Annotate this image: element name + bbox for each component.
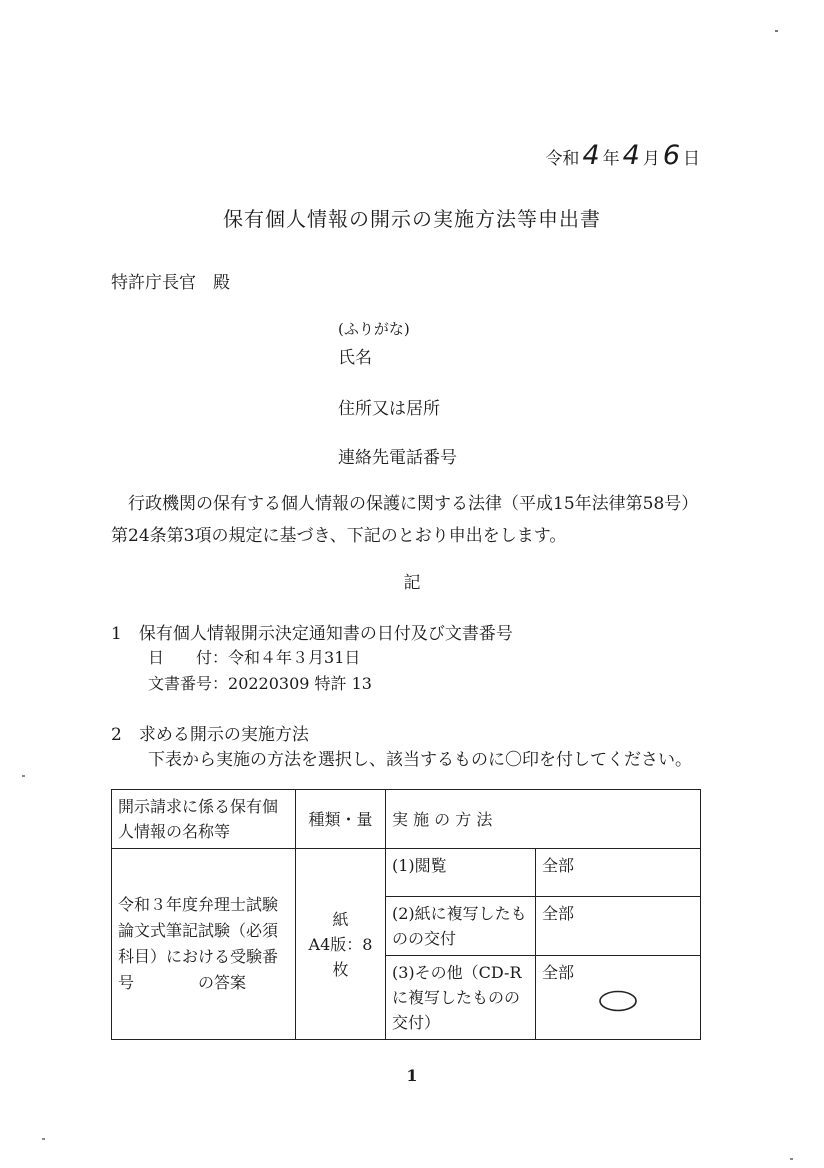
date-month: 4	[622, 140, 640, 171]
table-row	[112, 849, 701, 897]
item-type-line1: 紙	[332, 909, 349, 929]
date-day: 6	[662, 140, 680, 171]
item-type-cell	[296, 849, 386, 1040]
table-header-row	[112, 790, 701, 849]
phone-label: 連絡先電話番号	[338, 448, 457, 468]
date-day-unit: 日	[683, 149, 700, 169]
scope-cell-3-text: 全部	[542, 963, 575, 982]
scope-cell-1: 全部	[536, 849, 701, 897]
scope-cell-2: 全部	[536, 897, 701, 956]
document-date	[545, 140, 700, 171]
section2-instruction: 下表から実施の方法を選択し、該当するものに〇印を付してください。	[148, 750, 692, 770]
section1-date-row	[148, 645, 360, 668]
header-name-cell: 開示請求に係る保有個人情報の名称等	[112, 790, 296, 849]
section1-docno-value: 20220309 特許 13	[228, 674, 372, 693]
document-title: 保有個人情報の開示の実施方法等申出書	[223, 207, 601, 231]
ki-heading: 記	[403, 573, 421, 593]
date-year-unit: 年	[602, 149, 620, 169]
method-cell-2: (2)紙に複写したものの交付	[386, 897, 536, 956]
address-label: 住所又は居所	[338, 399, 440, 419]
page-number: 1	[406, 1066, 418, 1085]
scan-speck	[42, 1138, 45, 1140]
name-label: 氏名	[338, 348, 372, 368]
scan-speck	[22, 775, 25, 777]
date-month-unit: 月	[642, 149, 660, 169]
header-method-cell: 実 施 の 方 法	[386, 790, 701, 849]
section1-docno-label: 文書番号：	[148, 674, 229, 693]
furigana-label: (ふりがな)	[338, 320, 410, 338]
method-cell-1: (1)閲覧	[386, 849, 536, 897]
section1-docno-row	[148, 671, 372, 694]
item-type-line2: A4版：8枚	[308, 934, 373, 979]
item-name-cell: 令和３年度弁理士試験論文式筆記試験（必須科目）における受験番号 の答案	[112, 849, 296, 1040]
addressee: 特許庁長官 殿	[111, 273, 230, 293]
method-table	[111, 789, 701, 1040]
scan-speck	[775, 30, 778, 32]
preamble-paragraph: 行政機関の保有する個人情報の保護に関する法律（平成15年法律第58号）第24条第3項の規定に基づき、下記のとおり申出をします。	[111, 494, 699, 546]
section2-heading: 2 求める開示の実施方法	[111, 725, 309, 745]
header-type-cell: 種類・量	[296, 790, 386, 849]
method-cell-3: (3)その他（CD-Rに複写したものの交付）	[386, 956, 536, 1040]
date-year: 4	[582, 140, 600, 171]
section1-heading: 1 保有個人情報開示決定通知書の日付及び文書番号	[111, 624, 513, 644]
selected-circle-mark	[597, 987, 639, 1015]
section1-date-label: 日 付：	[148, 648, 229, 667]
scope-cell-3	[536, 956, 701, 1040]
section1-date-value: 令和４年３月31日	[228, 648, 361, 667]
scan-speck	[790, 1158, 793, 1160]
date-era: 令和	[545, 149, 580, 169]
